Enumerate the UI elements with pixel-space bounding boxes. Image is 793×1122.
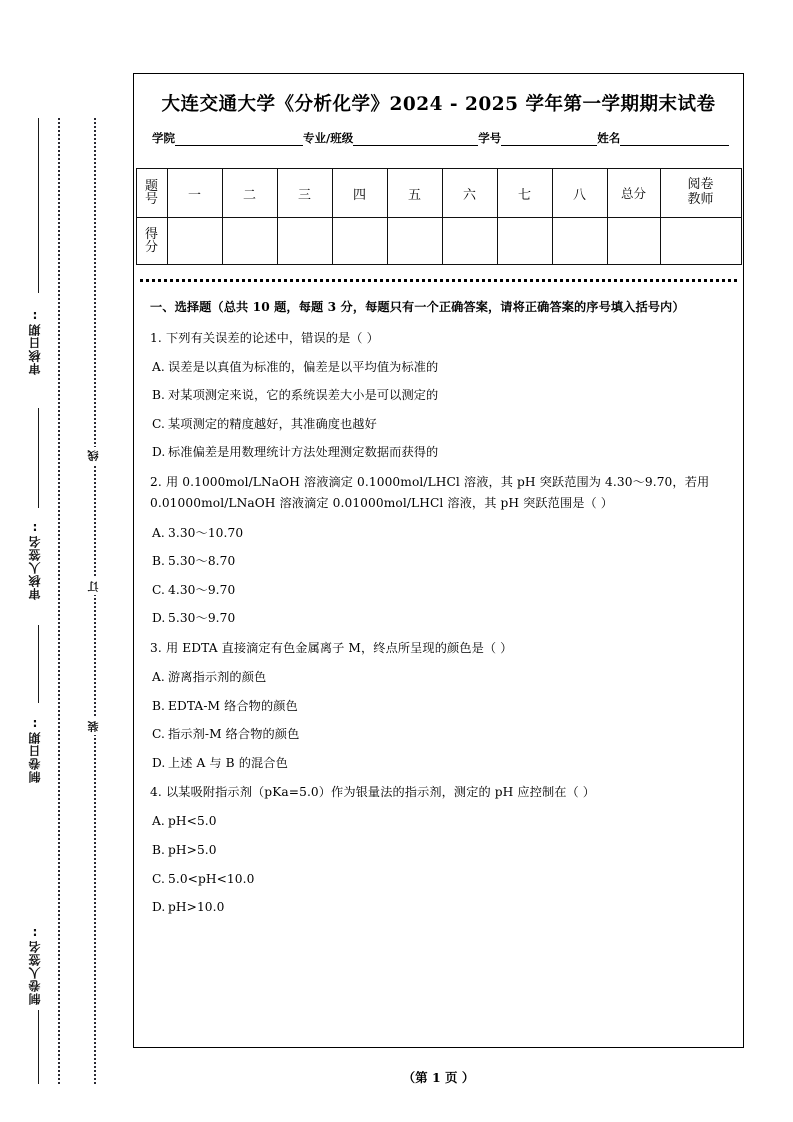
question-2-option-b[interactable] xyxy=(150,552,729,572)
teacher-label-line-2: 教师 xyxy=(687,192,714,207)
student-info-label-name: 姓名 xyxy=(597,131,621,145)
score-table-col-8: 八 xyxy=(552,169,607,218)
score-rowhead-char-1: 得 xyxy=(144,226,158,242)
question-3-option-c[interactable] xyxy=(150,725,729,745)
option-key-3b: B. xyxy=(152,698,166,713)
question-number-1: 1. xyxy=(150,330,162,345)
margin-label-review-date: 审核日期: xyxy=(28,308,42,375)
teacher-label-line-1: 阅卷 xyxy=(687,177,714,193)
option-key-1d: D. xyxy=(152,445,166,460)
score-table-rowhead-score xyxy=(136,218,167,265)
score-cell-teacher[interactable] xyxy=(660,218,741,265)
margin-rule-2 xyxy=(38,408,39,508)
option-key-2b: B. xyxy=(152,554,166,569)
question-block-1 xyxy=(150,328,729,463)
binding-dashed-line-outer xyxy=(58,118,60,1084)
option-key-2a: A. xyxy=(152,525,165,540)
option-key-4c: C. xyxy=(152,871,165,886)
question-text-3: 用 EDTA 直接滴定有色金属离子 M，终点所呈现的颜色是（ ） xyxy=(166,640,513,655)
option-text-4d: pH>10.0 xyxy=(168,900,225,915)
table-row-question-numbers xyxy=(136,169,741,218)
student-info-label-id: 学号 xyxy=(478,131,502,145)
section-divider xyxy=(140,279,737,282)
page-title: 大连交通大学《分析化学》2024 - 2025 学年第一学期期末试卷 xyxy=(161,94,716,115)
option-key-3c: C. xyxy=(152,727,165,742)
question-2-option-d[interactable] xyxy=(150,609,729,629)
question-number-4: 4. xyxy=(150,785,162,800)
score-table-col-teacher xyxy=(660,169,741,218)
section-heading: 一、选择题（总共 10 题，每题 3 分，每题只有一个正确答案，请将正确答案的序号填入括号内） xyxy=(150,300,685,314)
score-cell-5[interactable] xyxy=(387,218,442,265)
question-1-option-a[interactable] xyxy=(150,358,729,378)
score-table-col-total: 总分 xyxy=(607,169,660,218)
option-key-4a: A. xyxy=(152,814,165,829)
question-block-2 xyxy=(150,472,729,629)
score-cell-1[interactable] xyxy=(167,218,222,265)
rowhead-char-1: 题 xyxy=(144,178,158,194)
score-cell-total[interactable] xyxy=(607,218,660,265)
option-text-2c: 4.30～9.70 xyxy=(168,582,236,597)
option-text-3b: EDTA-M 络合物的颜色 xyxy=(168,698,298,713)
question-number-3: 3. xyxy=(150,640,162,655)
margin-rule-4 xyxy=(38,1010,39,1084)
question-2-option-c[interactable] xyxy=(150,581,729,601)
question-3-option-b[interactable] xyxy=(150,697,729,717)
score-cell-3[interactable] xyxy=(277,218,332,265)
score-cell-7[interactable] xyxy=(497,218,552,265)
option-text-1d: 标准偏差是用数理统计方法处理测定数据而获得的 xyxy=(168,445,439,460)
score-table-col-1: 一 xyxy=(167,169,222,218)
option-text-1b: 对某项测定来说，它的系统误差大小是可以测定的 xyxy=(168,388,439,403)
table-row-scores xyxy=(136,218,741,265)
option-key-3d: D. xyxy=(152,755,166,770)
student-info-row xyxy=(152,130,729,146)
margin-rule-1 xyxy=(38,118,39,293)
question-text-4: 以某吸附指示剂（pKa=5.0）作为银量法的指示剂，测定的 pH 应控制在（ ） xyxy=(166,785,596,800)
question-2-option-a[interactable] xyxy=(150,524,729,544)
score-table-col-3: 三 xyxy=(277,169,332,218)
option-text-1c: 某项测定的精度越好，其准确度也越好 xyxy=(168,416,377,431)
score-table-rowhead-question-no xyxy=(136,169,167,218)
option-text-3c: 指示剂-M 络合物的颜色 xyxy=(168,727,300,742)
option-key-1b: B. xyxy=(152,388,166,403)
question-block-4 xyxy=(150,782,729,917)
student-info-label-class: 专业/班级 xyxy=(303,131,354,145)
option-text-2b: 5.30～8.70 xyxy=(168,554,236,569)
question-4-option-b[interactable] xyxy=(150,841,729,861)
question-1-option-b[interactable] xyxy=(150,386,729,406)
binding-dashed-line-inner xyxy=(94,118,96,1084)
option-key-1a: A. xyxy=(152,359,165,374)
option-key-3a: A. xyxy=(152,670,165,685)
option-text-1a: 误差是以真值为标准的，偏差是以平均值为标准的 xyxy=(168,359,439,374)
option-key-4b: B. xyxy=(152,842,166,857)
score-cell-4[interactable] xyxy=(332,218,387,265)
page-footer: （第 1 页 ） xyxy=(402,1070,475,1085)
score-table-col-2: 二 xyxy=(222,169,277,218)
student-info-field-name[interactable] xyxy=(620,132,729,146)
option-key-2c: C. xyxy=(152,582,165,597)
student-info-field-class[interactable] xyxy=(353,132,478,146)
question-stem-3 xyxy=(150,638,729,659)
score-cell-8[interactable] xyxy=(552,218,607,265)
question-text-1: 下列有关误差的论述中，错误的是（ ） xyxy=(166,330,379,345)
option-text-4a: pH<5.0 xyxy=(168,814,217,829)
exam-sheet-frame xyxy=(133,73,744,1048)
score-table-col-6: 六 xyxy=(442,169,497,218)
option-text-3d: 上述 A 与 B 的混合色 xyxy=(168,755,288,770)
margin-label-review-signature: 审核人签名: xyxy=(28,520,42,600)
score-table xyxy=(136,168,742,265)
seam-char-xian: 线 xyxy=(86,447,102,464)
score-table-col-5: 五 xyxy=(387,169,442,218)
question-4-option-a[interactable] xyxy=(150,812,729,832)
question-stem-4 xyxy=(150,782,729,803)
margin-rule-3 xyxy=(38,625,39,703)
question-stem-2 xyxy=(150,472,729,515)
student-info-field-college[interactable] xyxy=(175,132,303,146)
question-block-3 xyxy=(150,638,729,773)
questions-container xyxy=(150,296,729,918)
student-info-label-college: 学院 xyxy=(152,131,175,145)
score-table-col-7: 七 xyxy=(497,169,552,218)
margin-label-make-date: 制卷日期: xyxy=(28,716,42,783)
question-4-option-d[interactable] xyxy=(150,898,729,918)
margin-label-make-signature: 制卷人签名: xyxy=(28,925,42,1005)
question-number-2: 2. xyxy=(150,474,162,489)
score-cell-2[interactable] xyxy=(222,218,277,265)
score-cell-6[interactable] xyxy=(442,218,497,265)
score-table-col-4: 四 xyxy=(332,169,387,218)
question-text-2: 用 0.1000mol/LNaOH 溶液滴定 0.1000mol/LHCl 溶液，其 pH 突跃范围为 4.30～9.70，若用 0.01000mol/LNaOH 溶液滴定 0.01000mol/LHCl 溶液，其 pH 突跃范围是（ ） xyxy=(150,474,710,511)
question-stem-1 xyxy=(150,328,729,349)
seam-char-ding: 订 xyxy=(86,578,102,595)
option-key-4d: D. xyxy=(152,900,166,915)
question-3-option-d[interactable] xyxy=(150,754,729,774)
question-4-option-c[interactable] xyxy=(150,870,729,890)
score-rowhead-char-2: 分 xyxy=(144,240,158,255)
option-text-4c: 5.0<pH<10.0 xyxy=(168,871,255,886)
question-3-option-a[interactable] xyxy=(150,668,729,688)
rowhead-char-2: 号 xyxy=(144,192,158,207)
option-text-3a: 游离指示剂的颜色 xyxy=(168,670,267,685)
option-key-2d: D. xyxy=(152,611,166,626)
option-key-1c: C. xyxy=(152,416,165,431)
binding-margin xyxy=(0,0,130,1122)
question-1-option-d[interactable] xyxy=(150,443,729,463)
option-text-2a: 3.30～10.70 xyxy=(168,525,244,540)
seam-char-zhuang: 装 xyxy=(86,718,102,735)
question-1-option-c[interactable] xyxy=(150,415,729,435)
student-info-field-id[interactable] xyxy=(501,132,597,146)
option-text-2d: 5.30～9.70 xyxy=(168,611,236,626)
option-text-4b: pH>5.0 xyxy=(168,842,217,857)
